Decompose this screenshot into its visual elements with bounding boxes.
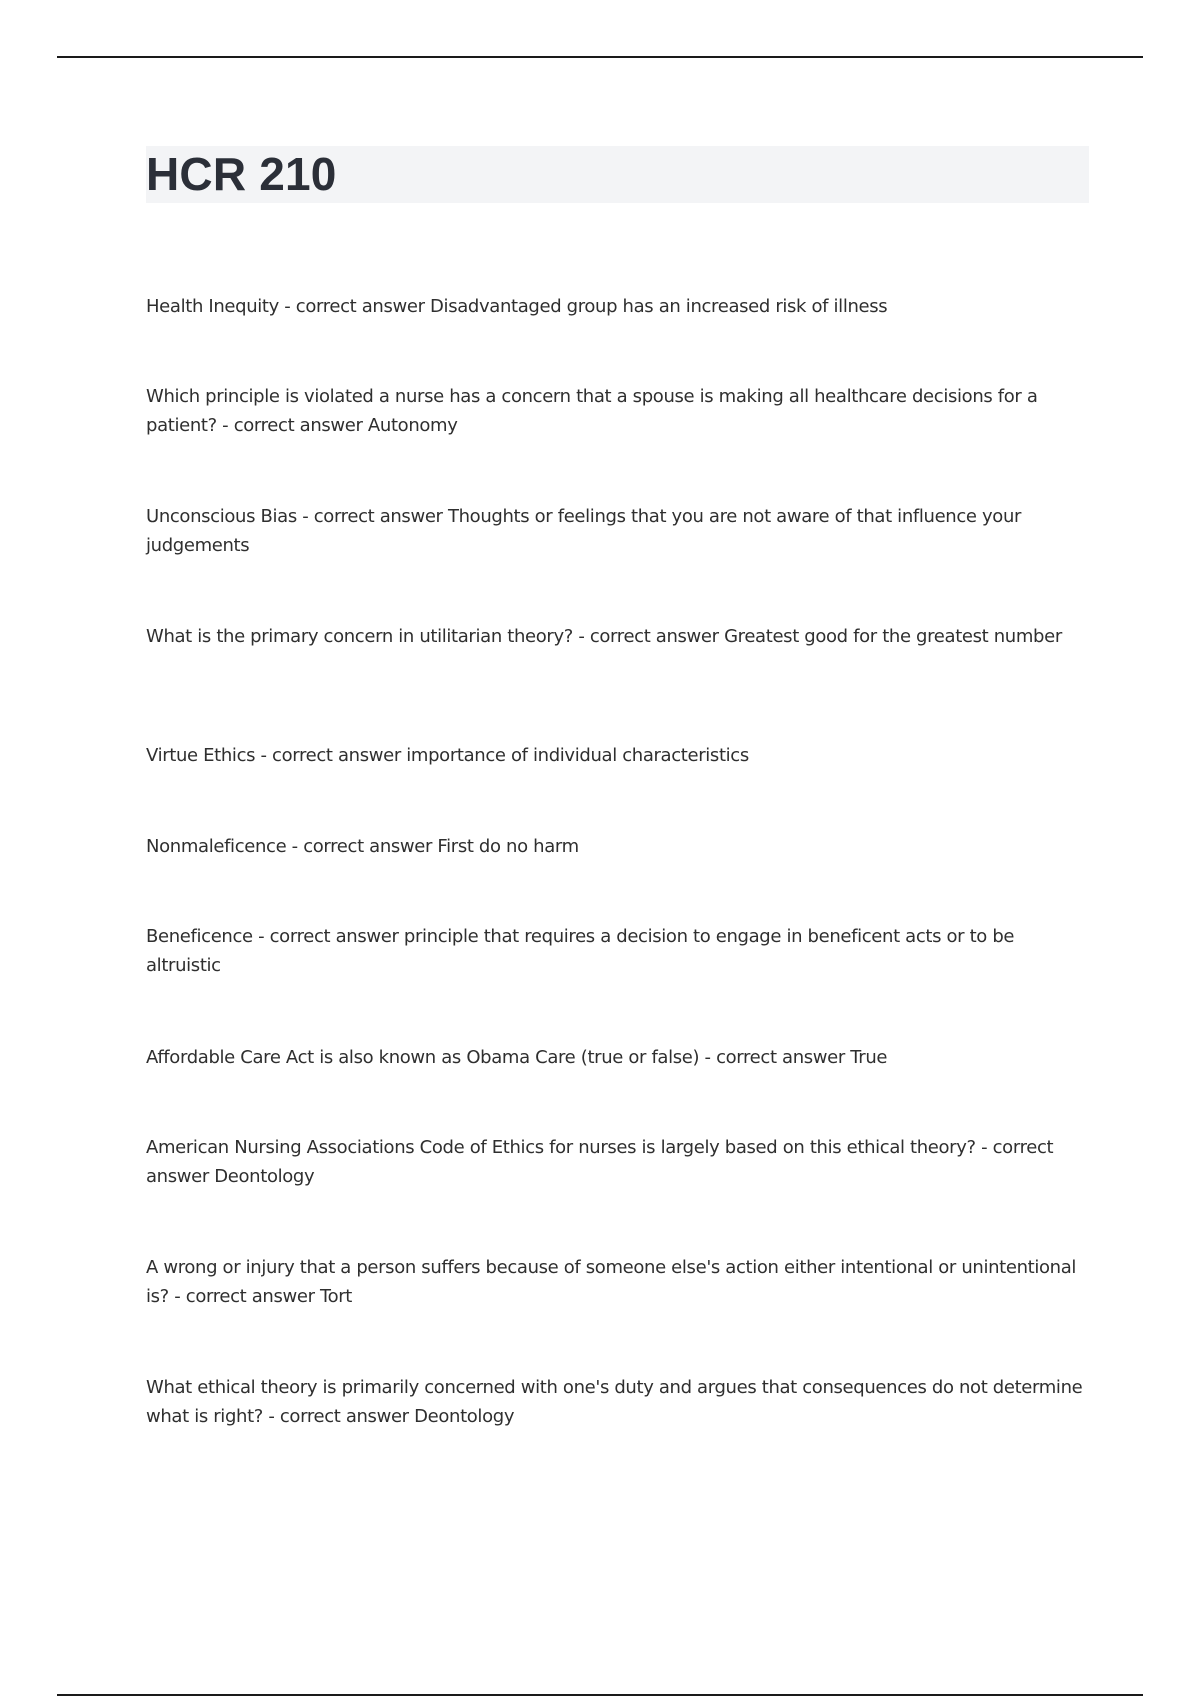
qa-item: What ethical theory is primarily concerned with one's duty and argues that consequences do not determine what is right? - correct answer Deontology (146, 1377, 1083, 1427)
qa-item: A wrong or injury that a person suffers because of someone else's action either intentional or unintentional is? - correct answer Tort (146, 1257, 1077, 1307)
qa-item: Nonmaleficence - correct answer First do no harm (146, 836, 579, 857)
bottom-rule (57, 1694, 1143, 1696)
qa-item: Affordable Care Act is also known as Obama Care (true or false) - correct answer True (146, 1047, 888, 1068)
qa-item: American Nursing Associations Code of Ethics for nurses is largely based on this ethical theory? - correct answer Deontology (146, 1137, 1054, 1187)
qa-item: Unconscious Bias - correct answer Thoughts or feelings that you are not aware of that influence your judgements (146, 506, 1022, 556)
document-title: HCR 210 (146, 148, 337, 200)
qa-item: Health Inequity - correct answer Disadvantaged group has an increased risk of illness (146, 296, 888, 317)
top-rule (57, 56, 1143, 58)
qa-item: Which principle is violated a nurse has a concern that a spouse is making all healthcare decisions for a patient? - correct answer Autonomy (146, 386, 1038, 436)
qa-item: Beneficence - correct answer principle that requires a decision to engage in beneficent acts or to be altruistic (146, 926, 1015, 976)
qa-item: What is the primary concern in utilitarian theory? - correct answer Greatest good for the greatest number (146, 626, 1062, 647)
qa-item: Virtue Ethics - correct answer importance of individual characteristics (146, 745, 749, 766)
